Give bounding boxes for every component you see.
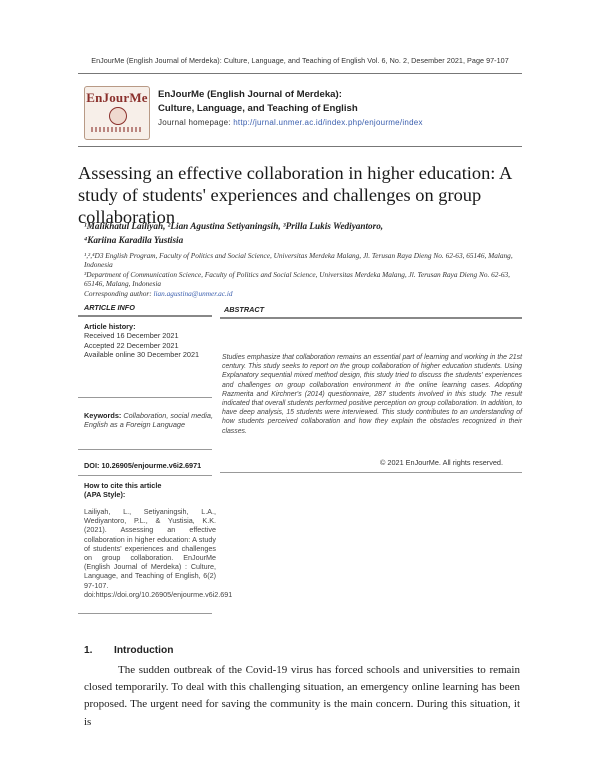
keywords-value: Collaboration, social media, English as a Foreign Language [84, 411, 213, 430]
history-label: Article history: [84, 322, 136, 331]
citation-divider [78, 613, 212, 614]
received-date: Received 16 December 2021 [84, 331, 179, 341]
doi-value[interactable]: 10.26905/enjourme.v6i2.6971 [101, 461, 202, 470]
cite-heading [84, 481, 216, 500]
running-head: EnJourMe (English Journal of Merdeka): Culture, Language, and Teaching of English Vol. 6, No. 2, Desember 2021, Page 97-107 [91, 56, 509, 65]
journal-homepage [158, 118, 423, 127]
logo-seal-icon [109, 107, 127, 125]
article-info-heading: ARTICLE INFO [84, 303, 135, 312]
affiliation-2: ³Department of Communication Science, Faculty of Politics and Social Science, Universitas Merdeka Malang, Jl. Terusan Raya Dieng No. 62-63, 65146, Malang, Indonesia [84, 270, 511, 288]
accepted-date: Accepted 22 December 2021 [84, 340, 179, 350]
keywords-block [84, 411, 216, 430]
doi-block [84, 461, 216, 470]
introduction-paragraph: The sudden outbreak of the Covid-19 virus has forced schools and universities to remain closed temporarily. To deal with this challenging situation, an emergency online learning has been proposed. The urgent need for saving the community is the main concern. During this situation, it is [84, 664, 520, 728]
authors-line-2: ⁴Kariina Karadila Yustisia [84, 235, 184, 245]
logo-text: EnJourMe [86, 90, 148, 105]
article-info-rule [78, 315, 212, 317]
section-title: Introduction [114, 645, 174, 656]
abstract-heading: ABSTRACT [224, 305, 265, 314]
journal-subtitle: Culture, Language, and Teaching of English [158, 103, 358, 114]
corresponding-label: Corresponding author: [84, 289, 152, 298]
header-rule [78, 73, 522, 74]
abstract-rule [220, 317, 522, 319]
logo-decoration [91, 127, 143, 132]
copyright-notice: © 2021 EnJourMe. All rights reserved. [380, 458, 503, 467]
section-number: 1. [84, 645, 93, 656]
affiliation-1: ¹,²,⁴D3 English Program, Faculty of Politics and Social Science, Universitas Merdeka Malang, Jl. Terusan Raya Dieng No. 62-63, 65146, Malang, Indonesia [84, 251, 513, 269]
corresponding-email-link[interactable]: lian.agustina@unmer.ac.id [153, 289, 233, 298]
corresponding-author [84, 289, 524, 298]
doi-divider [78, 475, 212, 476]
homepage-label: Journal homepage: [158, 118, 231, 127]
citation-text: Lailiyah, L., Setiyaningsih, L.A., Wediyantoro, P.L., & Yustisia, K.K. (2021). Assessing an effective collaboration in higher education: A study of students' experiences and challenges on group collaboration. EnJourMe (English Journal of Merdeka) : Culture, Language, and Teaching of English, 6(2) 97-107. doi:https://doi.org/10.26905/enjourme.v6i2.691 [84, 507, 233, 599]
journal-name: EnJourMe (English Journal of Merdeka): [158, 89, 342, 100]
journal-rule [78, 146, 522, 147]
abstract-bottom-rule [220, 472, 522, 473]
author-list [84, 219, 524, 247]
homepage-link[interactable]: http://jurnal.unmer.ac.id/index.php/enjourme/index [233, 118, 423, 127]
journal-logo [84, 86, 150, 140]
abstract-text: Studies emphasize that collaboration remains an essential part of learning and working in the 21st century. This study seeks to report on the group collaboration of higher education students. Using Explanatory sequential mixed method design, this study tried to discuss the students' experiences and challenges on group collaboration environment in the online learning cases. Adopting Razmerita and Kirchner's (2014) questionnaire, 287 students involved in this study. The result indicated that overall students performed positive perception on group collaboration. In addition, to have deep analysis, 15 students were interviewed. This study contributes to an understanding of how students perceived collaboration and how they explain the obstacles recognized in their classes. [222, 354, 522, 435]
introduction-heading [84, 645, 173, 656]
keywords-divider [78, 449, 212, 450]
article-title: Assessing an effective collaboration in higher education: A study of students' experiences and challenges on group collaboration [78, 163, 512, 227]
online-date: Available online 30 December 2021 [84, 350, 200, 360]
history-divider [78, 397, 212, 398]
keywords-label: Keywords: [84, 411, 122, 420]
authors-line-1: ¹Malikhatul Lailiyah, ²Lian Agustina Setiyaningsih, ³Prilla Lukis Wediyantoro, [84, 221, 384, 231]
cite-label-1: How to cite this article [84, 481, 162, 490]
doi-label: DOI: [84, 461, 100, 470]
article-history [84, 322, 216, 360]
cite-label-2: (APA Style): [84, 490, 126, 500]
